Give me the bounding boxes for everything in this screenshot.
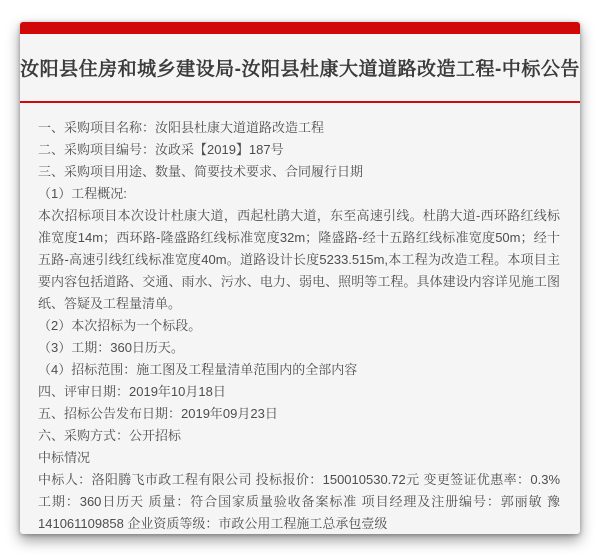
field-project-number: 二、采购项目编号：汝政采【2019】187号 — [38, 142, 284, 157]
card-top-accent-bar — [20, 22, 580, 34]
sub-item-overview-label: （1）工程概况: — [38, 186, 127, 201]
field-review-date: 四、评审日期：2019年10月18日 — [38, 384, 226, 399]
sub-item-sections: （2）本次招标为一个标段。 — [38, 318, 202, 333]
announcement-body — [20, 103, 580, 534]
page-title: 汝阳县住房和城乡建设局-汝阳县杜康大道道路改造工程-中标公告 — [20, 59, 580, 80]
section-requirements-heading: 三、采购项目用途、数量、简要技术要求、合同履行日期 — [38, 164, 364, 179]
field-procurement-method: 六、采购方式：公开招标 — [38, 428, 182, 443]
award-status-heading: 中标情况 — [38, 450, 91, 465]
title-banner — [20, 34, 580, 103]
award-details-paragraph: 中标人：洛阳腾飞市政工程有限公司 投标报价：150010530.72元 变更签证优惠率：0.3% 工期：360日历天 质量：符合国家质量验收备案标准 项目经理及注册编号：郭丽敏 豫141061109858 企业资质等级：市政公用工程施工总承包壹级 — [38, 472, 560, 531]
field-project-name: 一、采购项目名称：汝阳县杜康大道道路改造工程 — [38, 120, 325, 135]
project-overview-paragraph: 本次招标项目本次设计杜康大道，西起杜鹃大道，东至高速引线。杜鹃大道-西环路红线标准宽度14m；西环路-隆盛路红线标准宽度32m；隆盛路-经十五路红线标准宽度50m；经十五路-高速引线红线标准宽度40m。道路设计长度5233.515m,本工程为改造工程。本项目主要内容包括道路、交通、雨水、污水、电力、弱电、照明等工程。具体建设内容详见施工图纸、答疑及工程量清单。 — [38, 208, 560, 311]
field-publish-date: 五、招标公告发布日期：2019年09月23日 — [38, 406, 278, 421]
sub-item-duration: （3）工期：360日历天。 — [38, 340, 184, 355]
sub-item-scope: （4）招标范围：施工图及工程量清单范围内的全部内容 — [38, 362, 358, 377]
announcement-card — [20, 22, 580, 534]
